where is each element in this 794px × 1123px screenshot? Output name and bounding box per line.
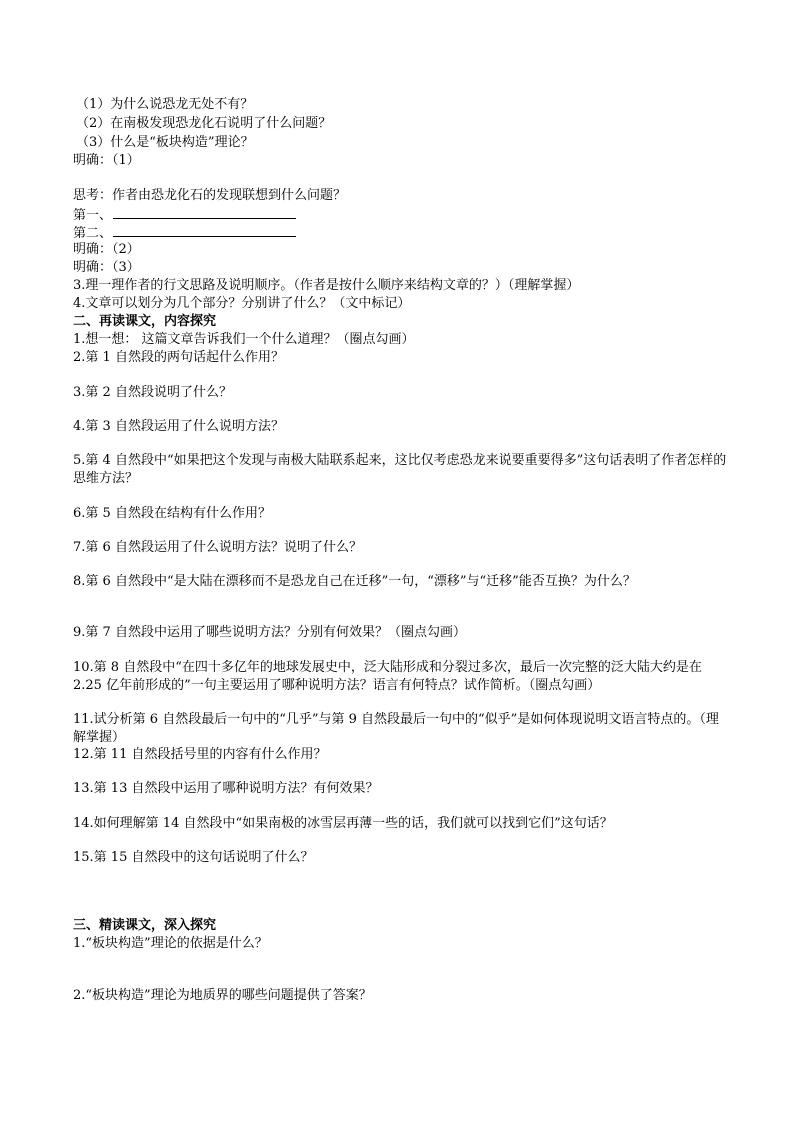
s2-question-9: 9.第 7 自然段中运用了哪些说明方法？分别有何效果？（圈点勾画） [73,625,466,640]
s2-question-15: 15.第 15 自然段中的这句话说明了什么？ [73,850,314,865]
s2-question-14: 14.如何理解第 14 自然段中“如果南极的冰雪层再薄一些的话，我们就可以找到它们”这句话？ [73,816,613,831]
s2-question-1: 1.想一想： 这篇文章告诉我们一个什么道理？（圈点勾画） [73,332,415,347]
blank-2-label: 第二、 [73,226,113,241]
section-3-title: 三、精读课文，深入探究 [73,918,217,933]
s2-question-10: 10.第 8 自然段中“在四十多亿年的地球发展史中，泛大陆形成和分裂过多次，最后一次完整的泛大陆大约是在 2.25 亿年前形成的”一句主要运用了哪种说明方法？语言有何特点？试作简析。（圈点勾画） [73,660,702,693]
blank-line-1 [73,205,296,224]
answer-1: 明确：（1） [73,153,140,168]
task-4: 4.文章可以划分为几个部分？分别讲了什么？（文中标记） [73,296,411,311]
s2-question-4: 4.第 3 自然段运用了什么说明方法？ [73,419,284,434]
s2-question-13: 13.第 13 自然段中运用了哪种说明方法？有何效果？ [73,781,379,796]
s2-question-5: 5.第 4 自然段中“如果把这个发现与南极大陆联系起来，这比仅考虑恐龙来说要重要得多”这句话表明了作者怎样的思维方法？ [73,453,727,486]
fill-blank-2 [113,223,296,237]
sub-question-2: （2）在南极发现恐龙化石说明了什么问题？ [76,116,332,131]
s3-question-2: 2.“板块构造”理论为地质界的哪些问题提供了答案？ [73,988,372,1003]
s2-question-12: 12.第 11 自然段括号里的内容有什么作用？ [73,747,327,762]
s2-question-3: 3.第 2 自然段说明了什么？ [73,385,232,400]
answer-2: 明确：（2） [73,242,140,257]
s2-question-8: 8.第 6 自然段中“是大陆在漂移而不是恐龙自己在迁移”一句，“漂移”与“迁移”能否互换？为什么？ [73,574,636,589]
s2-question-2: 2.第 1 自然段的两句话起什么作用？ [73,350,284,365]
section-2-title: 二、再读课文，内容探究 [73,314,217,329]
blank-1-label: 第一、 [73,208,113,223]
s3-question-1: 1.“板块构造”理论的依据是什么？ [73,936,268,951]
fill-blank-1 [113,205,296,219]
s2-question-11: 11.试分析第 6 自然段最后一句中的“几乎”与第 9 自然段最后一句中的“似乎”是如何体现说明文语言特点的。（理解掌握） [73,712,719,745]
s2-question-6: 6.第 5 自然段在结构有什么作用？ [73,506,271,521]
sub-question-3: （3）什么是“板块构造”理论？ [76,135,254,150]
think-prompt: 思考：作者由恐龙化石的发现联想到什么问题？ [73,188,347,203]
sub-question-1: （1）为什么说恐龙无处不有？ [76,97,254,112]
blank-line-2 [73,223,296,242]
answer-3: 明确：（3） [73,260,140,275]
s2-question-7: 7.第 6 自然段运用了什么说明方法？说明了什么？ [73,540,362,555]
task-3: 3.理一理作者的行文思路及说明顺序。（作者是按什么顺序来结构文章的？）（理解掌握） [73,278,580,293]
